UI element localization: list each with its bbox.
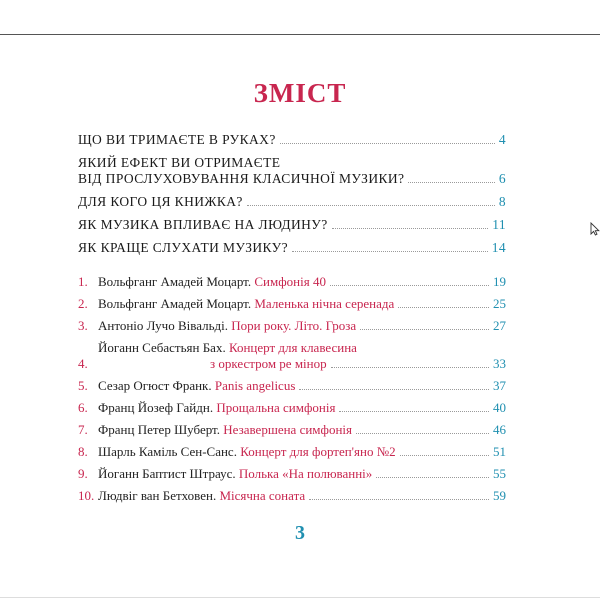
music-item[interactable] bbox=[78, 296, 506, 312]
page-ref: 6 bbox=[498, 171, 506, 186]
dot-leader bbox=[331, 367, 489, 368]
composer-name: Сезар Огюст Франк. bbox=[98, 378, 212, 393]
music-item[interactable] bbox=[78, 274, 506, 290]
dot-leader bbox=[360, 329, 489, 330]
page-ref: 11 bbox=[492, 217, 506, 232]
intro-item-label: ЯК КРАЩЕ СЛУХАТИ МУЗИКУ? bbox=[78, 240, 289, 255]
intro-item[interactable] bbox=[78, 155, 506, 187]
intro-list bbox=[78, 132, 506, 256]
intro-item-label: ЩО ВИ ТРИМАЄТЕ В РУКАХ? bbox=[78, 132, 276, 147]
intro-item-line: ЯКИЙ ЕФЕКТ ВИ ОТРИМАЄТЕ bbox=[78, 155, 281, 170]
page-ref: 25 bbox=[493, 296, 506, 311]
page-ref: 46 bbox=[493, 422, 506, 437]
music-item[interactable] bbox=[78, 340, 506, 372]
page-ref: 51 bbox=[493, 444, 506, 459]
page-number: 3 bbox=[295, 522, 305, 544]
dot-leader bbox=[339, 411, 489, 412]
work-title: Концерт для фортеп'яно №2 bbox=[240, 444, 396, 459]
composer-name: Шарль Каміль Сен-Санс. bbox=[98, 444, 237, 459]
item-number: 2. bbox=[78, 296, 88, 311]
item-number: 3. bbox=[78, 318, 88, 333]
page-ref: 19 bbox=[493, 274, 506, 289]
music-list bbox=[78, 274, 506, 504]
item-number: 4. bbox=[78, 356, 88, 371]
music-item[interactable] bbox=[78, 400, 506, 416]
page-ref: 55 bbox=[493, 466, 506, 481]
intro-item[interactable] bbox=[78, 132, 506, 148]
page-ref: 8 bbox=[498, 194, 506, 209]
page-ref: 37 bbox=[493, 378, 506, 393]
page-title: ЗМІСТ bbox=[253, 78, 347, 108]
dot-leader bbox=[376, 477, 489, 478]
page-ref: 27 bbox=[493, 318, 506, 333]
page-ref: 4 bbox=[498, 132, 506, 147]
work-title: Panis angelicus bbox=[214, 378, 296, 393]
dot-leader bbox=[280, 143, 495, 144]
dot-leader bbox=[330, 285, 489, 286]
intro-item[interactable] bbox=[78, 240, 506, 256]
dot-leader bbox=[408, 182, 494, 183]
work-title: Симфонія 40 bbox=[254, 274, 326, 289]
dot-leader bbox=[398, 307, 489, 308]
work-title: Маленька нічна серенада bbox=[254, 296, 395, 311]
item-number: 5. bbox=[78, 378, 88, 393]
page-ref: 59 bbox=[493, 488, 506, 503]
dot-leader bbox=[309, 499, 489, 500]
intro-item[interactable] bbox=[78, 194, 506, 210]
work-title: Прощальна симфонія bbox=[216, 400, 336, 415]
top-rule bbox=[0, 34, 600, 35]
page-ref: 40 bbox=[493, 400, 506, 415]
music-item[interactable] bbox=[78, 444, 506, 460]
item-number: 6. bbox=[78, 400, 88, 415]
dot-leader bbox=[400, 455, 489, 456]
composer-name: Франц Петер Шуберт. bbox=[98, 422, 221, 437]
composer-name: Антоніо Лучо Вівальді. bbox=[98, 318, 228, 333]
composer-name: Йоганн Баптист Штраус. bbox=[98, 466, 236, 481]
page-ref: 33 bbox=[493, 356, 506, 371]
composer-name: Вольфганг Амадей Моцарт. bbox=[98, 274, 252, 289]
composer-name: Йоганн Себастьян Бах. bbox=[98, 340, 226, 355]
intro-item-line: ВІД ПРОСЛУХОВУВАННЯ КЛАСИЧНОЇ МУЗИКИ? bbox=[78, 171, 405, 186]
work-title: Концерт для клавесина bbox=[228, 340, 357, 355]
item-number: 1. bbox=[78, 274, 88, 289]
bottom-rule bbox=[0, 597, 600, 598]
page-ref: 14 bbox=[491, 240, 506, 255]
item-number: 9. bbox=[78, 466, 88, 481]
item-number: 7. bbox=[78, 422, 88, 437]
work-title: Полька «На полюванні» bbox=[238, 466, 373, 481]
composer-name: Вольфганг Амадей Моцарт. bbox=[98, 296, 252, 311]
dot-leader bbox=[299, 389, 489, 390]
composer-name: Людвіг ван Бетховен. bbox=[98, 488, 217, 503]
item-number: 10. bbox=[78, 488, 95, 503]
music-item[interactable] bbox=[78, 466, 506, 482]
intro-item-label: ЯК МУЗИКА ВПЛИВАЄ НА ЛЮДИНУ? bbox=[78, 217, 328, 232]
mouse-pointer-icon bbox=[590, 222, 600, 236]
item-number: 8. bbox=[78, 444, 88, 459]
work-title: Місячна соната bbox=[219, 488, 306, 503]
dot-leader bbox=[247, 205, 495, 206]
dot-leader bbox=[356, 433, 489, 434]
work-title: Пори року. Літо. Гроза bbox=[231, 318, 357, 333]
dot-leader bbox=[292, 251, 488, 252]
music-item[interactable] bbox=[78, 422, 506, 438]
music-item[interactable] bbox=[78, 488, 506, 504]
dot-leader bbox=[332, 228, 489, 229]
composer-name: Франц Йозеф Гайдн. bbox=[98, 400, 214, 415]
music-item[interactable] bbox=[78, 318, 506, 334]
music-item[interactable] bbox=[78, 378, 506, 394]
work-title-continued: з оркестром ре мінор bbox=[210, 356, 327, 371]
intro-item-label bbox=[78, 155, 404, 187]
work-title: Незавершена симфонія bbox=[223, 422, 353, 437]
intro-item-label: ДЛЯ КОГО ЦЯ КНИЖКА? bbox=[78, 194, 243, 209]
intro-item[interactable] bbox=[78, 217, 506, 233]
